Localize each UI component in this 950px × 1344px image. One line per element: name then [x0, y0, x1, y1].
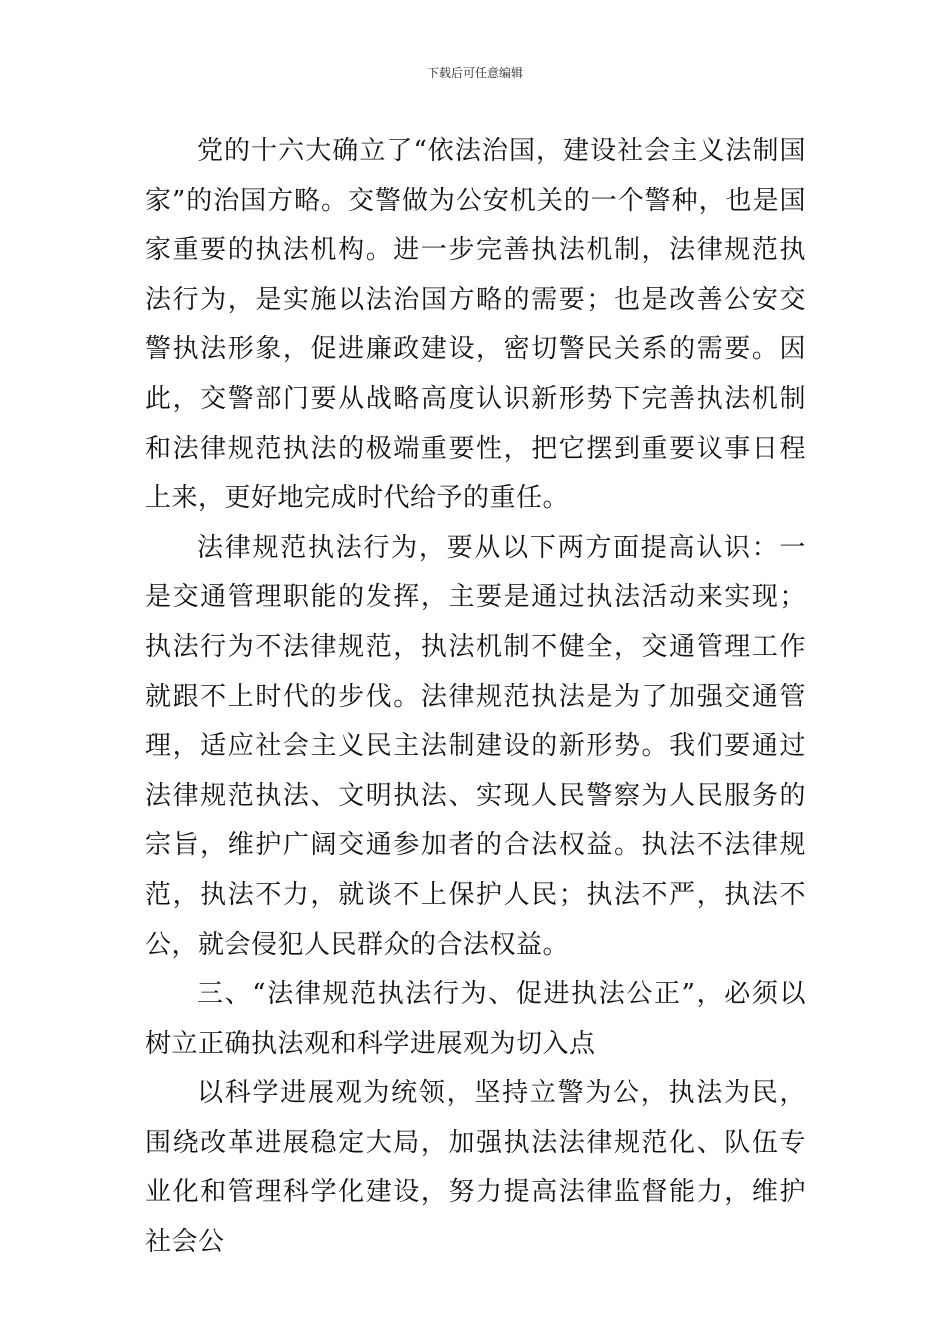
paragraph-scientific-development: 以科学进展观为统领，坚持立警为公，执法为民，围绕改革进展稳定大局，加强执法法律规范化、队伍专业化和管理科学化建设，努力提高法律监督能力，维护社会公 [145, 1078, 806, 1258]
page-header-note: 下载后可任意编辑 [426, 66, 523, 80]
paragraph-raise-awareness: 法律规范执法行为，要从以下两方面提高认识：一是交通管理职能的发挥，主要是通过执法活动来实现；执法行为不法律规范，执法机制不健全，交通管理工作就跟不上时代的步伐。法律规范执法是为了加强交通管理，适应社会主义民主法制建设的新形势。我们要通过法律规范执法、文明执法、实现人民警察为人民服务的宗旨，维护广阔交通参加者的合法权益。执法不法律规范，执法不力，就谈不上保护人民；执法不严，执法不公，就会侵犯人民群众的合法权益。 [145, 532, 806, 960]
document-body [145, 127, 806, 1268]
section-heading-three: 三、“法律规范执法行为、促进执法公正”，必须以树立正确执法观和科学进展观为切入点 [145, 979, 806, 1059]
paragraph-rule-of-law-strategy: 党的十六大确立了“依法治国，建设社会主义法制国家”的治国方略。交警做为公安机关的一个警种，也是国家重要的执法机构。进一步完善执法机制，法律规范执法行为，是实施以法治国方略的需要；也是改善公安交警执法形象，促进廉政建设，密切警民关系的需要。因此，交警部门要从战略高度认识新形势下完善执法机制和法律规范执法的极端重要性，把它摆到重要议事日程上来，更好地完成时代给予的重任。 [145, 136, 806, 514]
